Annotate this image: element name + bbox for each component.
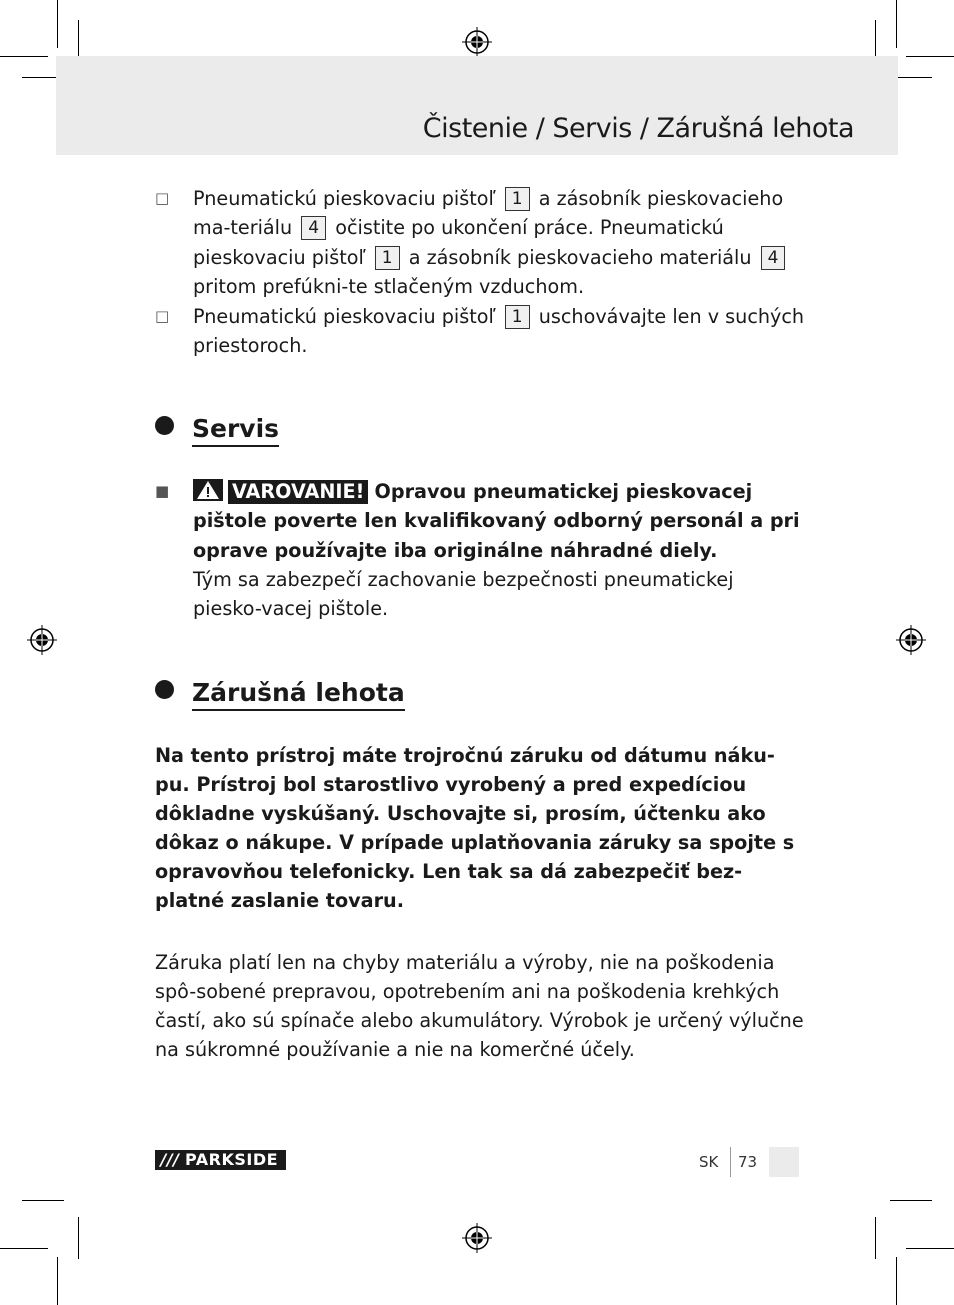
section-heading-servis [155,414,279,443]
cleaning-bullet [155,302,805,361]
bullet-text-run: a zásobník pieskovacieho ma-teriálu [193,187,784,240]
crop-mark [875,1217,876,1259]
warning-triangle-icon [193,479,223,501]
crop-mark [896,0,897,48]
crop-mark [57,0,58,48]
bullet-text-run: a zásobník pieskovacieho materiálu [402,245,758,269]
bullet-dot-icon [155,680,174,699]
registration-mark-icon [27,625,57,655]
parkside-logo [155,1150,286,1170]
crop-mark [896,1257,897,1305]
section-heading-label: Zárušná lehota [192,678,405,711]
warning-label: VAROVANIE! [228,480,368,504]
bullet-dot-icon [155,416,174,435]
logo-text: PARKSIDE [185,1150,279,1169]
bullet-text-run: Pneumatickú pieskovaciu pištoľ [193,187,502,210]
part-number-badge: 1 [375,246,400,270]
page-tab-box [769,1147,799,1177]
part-number-badge: 1 [505,305,530,329]
page-number: 73 [738,1153,758,1171]
bullet-text-run: očistite po ukončení práce. Pneumatickú pieskovaciu pištoľ [193,216,724,269]
registration-mark-icon [462,27,492,57]
crop-mark [0,1248,48,1249]
page-title: Čistenie / Servis / Zárušná lehota [422,113,854,144]
cleaning-bullet [155,184,805,301]
warning-text-block [193,477,805,623]
warranty-bold-paragraph: Na tento prístroj máte trojročnú záruku od dátumu náku-pu. Prístroj bol starostlivo vyrobený a pred expedíciou dôkladne vyskúšaný. Uschovajte si, prosím, účtenku ako dôkaz o nákupe. V prípade uplatňovania záruky sa spojte s opravovňou telefonicky. Len tak sa dá zabezpečiť bez-platné zaslanie tovaru. [155,744,795,912]
warning-bold-text: Opravou pneumatickej pieskovacej pištole poverte len kvalifikovaný odborný personál a pri oprave používajte iba originálne náhradné diely. [193,480,800,562]
warning-bullet [155,477,805,623]
bullet-text-run: uschovávajte len v suchých priestoroch. [193,305,805,358]
section-heading-warranty [155,678,405,707]
registration-mark-icon [462,1223,492,1253]
checkbox-bullet-icon: □ [155,307,170,325]
bullet-text-run: pritom prefúkni-te stlačeným vzduchom. [193,274,585,298]
crop-mark [57,1257,58,1305]
footer-divider [730,1147,731,1177]
logo-slashes: /// [160,1150,180,1169]
crop-mark [906,56,954,57]
square-bullet-icon: ■ [155,482,170,500]
checkbox-bullet-icon: □ [155,189,170,207]
part-number-badge: 4 [301,216,326,240]
crop-mark [22,1200,64,1201]
warning-explanation: Tým sa zabezpečí zachovanie bezpečnosti pneumatickej piesko-vacej pištole. [193,567,734,621]
section-heading-label: Servis [192,414,279,447]
part-number-badge: 1 [505,187,530,211]
crop-mark [906,1248,954,1249]
warranty-paragraph: Záruka platí len na chyby materiálu a výroby, nie na poškodenia spô-sobené prepravou, opotrebením ani na poškodenia krehkých častí, ako sú spínače alebo akumulátory. Výrobok je určený výlučne na súkromné používanie a nie na komerčné účely. [155,951,804,1061]
crop-mark [78,1217,79,1259]
bullet-text [193,302,805,361]
registration-mark-icon [896,625,926,655]
bullet-text [193,184,805,301]
part-number-badge: 4 [761,246,786,270]
crop-mark [890,1200,932,1201]
crop-mark [0,56,48,57]
language-code: SK [699,1153,719,1171]
bullet-text-run: Pneumatickú pieskovaciu pištoľ [193,305,502,328]
